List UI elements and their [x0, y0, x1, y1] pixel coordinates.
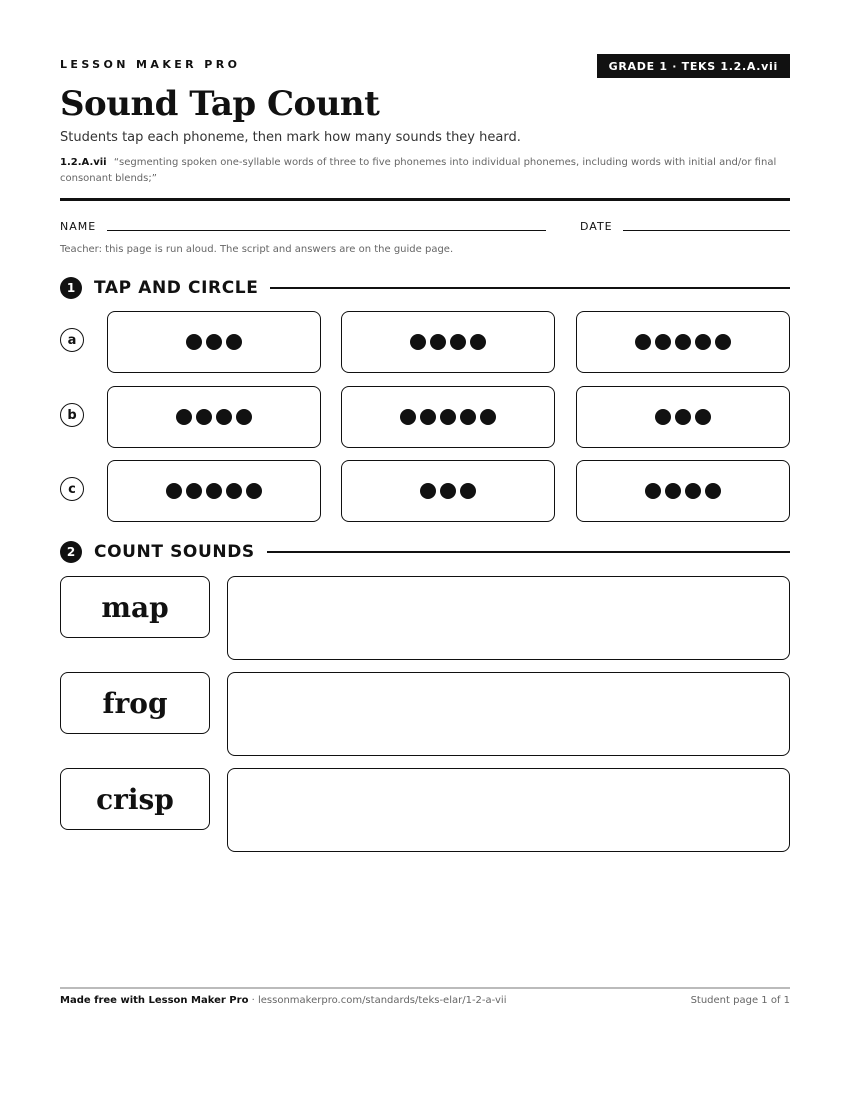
tap-row-a: [60, 311, 790, 373]
sound-dot: [655, 409, 671, 425]
brand-name: LESSON MAKER PRO: [60, 58, 241, 71]
date-label: DATE: [580, 220, 613, 233]
sound-dot: [480, 409, 496, 425]
word-card: map: [60, 576, 210, 638]
sound-dot: [216, 409, 232, 425]
sound-dot: [186, 334, 202, 350]
sound-dot: [236, 409, 252, 425]
footer-url: · lessonmakerpro.com/standards/teks-elar/1-2-a-vii: [248, 995, 507, 1006]
answer-box[interactable]: [227, 576, 790, 660]
footer-page-number: Student page 1 of 1: [690, 995, 790, 1006]
sound-dot: [655, 334, 671, 350]
grade-badge: GRADE 1 · TEKS 1.2.A.vii: [597, 54, 790, 78]
sound-dot: [705, 483, 721, 499]
sound-dot: [166, 483, 182, 499]
sound-dot: [226, 483, 242, 499]
sound-dot: [206, 334, 222, 350]
sound-dot: [440, 409, 456, 425]
date-field[interactable]: [623, 230, 790, 231]
sound-dot-box[interactable]: [576, 460, 790, 522]
sound-dot: [246, 483, 262, 499]
sound-dot: [635, 334, 651, 350]
sound-dot: [196, 409, 212, 425]
teacher-note: Teacher: this page is run aloud. The script and answers are on the guide page.: [60, 244, 454, 255]
sound-dot: [440, 483, 456, 499]
tap-row-b: [60, 386, 790, 448]
sound-dot: [470, 334, 486, 350]
sound-dot: [226, 334, 242, 350]
section-2-header: [60, 540, 790, 564]
sound-dot: [695, 334, 711, 350]
standard-text: [60, 155, 790, 187]
name-date-row: [60, 220, 790, 236]
section-1-title: TAP AND CIRCLE: [94, 278, 259, 298]
sound-dot: [176, 409, 192, 425]
sound-dot: [715, 334, 731, 350]
sound-dot: [695, 409, 711, 425]
answer-box[interactable]: [227, 768, 790, 852]
sound-dot: [675, 409, 691, 425]
sound-dot: [460, 409, 476, 425]
section-2-title: COUNT SOUNDS: [94, 542, 255, 562]
page-title: Sound Tap Count: [60, 84, 380, 124]
answer-box[interactable]: [227, 672, 790, 756]
sound-dot-box[interactable]: [576, 311, 790, 373]
section-1-header: [60, 276, 790, 300]
sound-dot-box[interactable]: [341, 386, 555, 448]
standard-code: 1.2.A.vii: [60, 157, 107, 168]
footer-made-with: Made free with Lesson Maker Pro: [60, 995, 249, 1006]
section-2-rule: [267, 551, 790, 553]
word-card: frog: [60, 672, 210, 734]
sound-dot: [420, 483, 436, 499]
footer-credit: [60, 995, 506, 1006]
word-card: crisp: [60, 768, 210, 830]
worksheet-page: [60, 0, 790, 1100]
name-field[interactable]: [107, 230, 546, 231]
tap-row-c: [60, 460, 790, 522]
name-label: NAME: [60, 220, 97, 233]
sound-dot: [420, 409, 436, 425]
sound-dot: [450, 334, 466, 350]
section-1-rule: [270, 287, 790, 289]
row-letter-badge: a: [60, 328, 84, 352]
sound-dot-box[interactable]: [107, 386, 321, 448]
sound-dot-box[interactable]: [576, 386, 790, 448]
row-letter-badge: b: [60, 403, 84, 427]
sound-dot-box[interactable]: [107, 311, 321, 373]
section-1-number: 1: [60, 277, 82, 299]
sound-dot: [685, 483, 701, 499]
header-divider: [60, 198, 790, 201]
sound-dot-box[interactable]: [341, 460, 555, 522]
sound-dot: [665, 483, 681, 499]
row-letter-badge: c: [60, 477, 84, 501]
sound-dot: [675, 334, 691, 350]
sound-dot-box[interactable]: [341, 311, 555, 373]
sound-dot-box[interactable]: [107, 460, 321, 522]
standard-description: “segmenting spoken one-syllable words of three to five phonemes into individual phonemes, including words with initial and/or final consonant blends;”: [60, 157, 777, 184]
footer-divider: [60, 987, 790, 989]
sound-dot: [186, 483, 202, 499]
sound-dot: [460, 483, 476, 499]
sound-dot: [400, 409, 416, 425]
sound-dot: [645, 483, 661, 499]
page-subtitle: Students tap each phoneme, then mark how many sounds they heard.: [60, 130, 521, 145]
sound-dot: [430, 334, 446, 350]
sound-dot: [206, 483, 222, 499]
section-2-number: 2: [60, 541, 82, 563]
sound-dot: [410, 334, 426, 350]
